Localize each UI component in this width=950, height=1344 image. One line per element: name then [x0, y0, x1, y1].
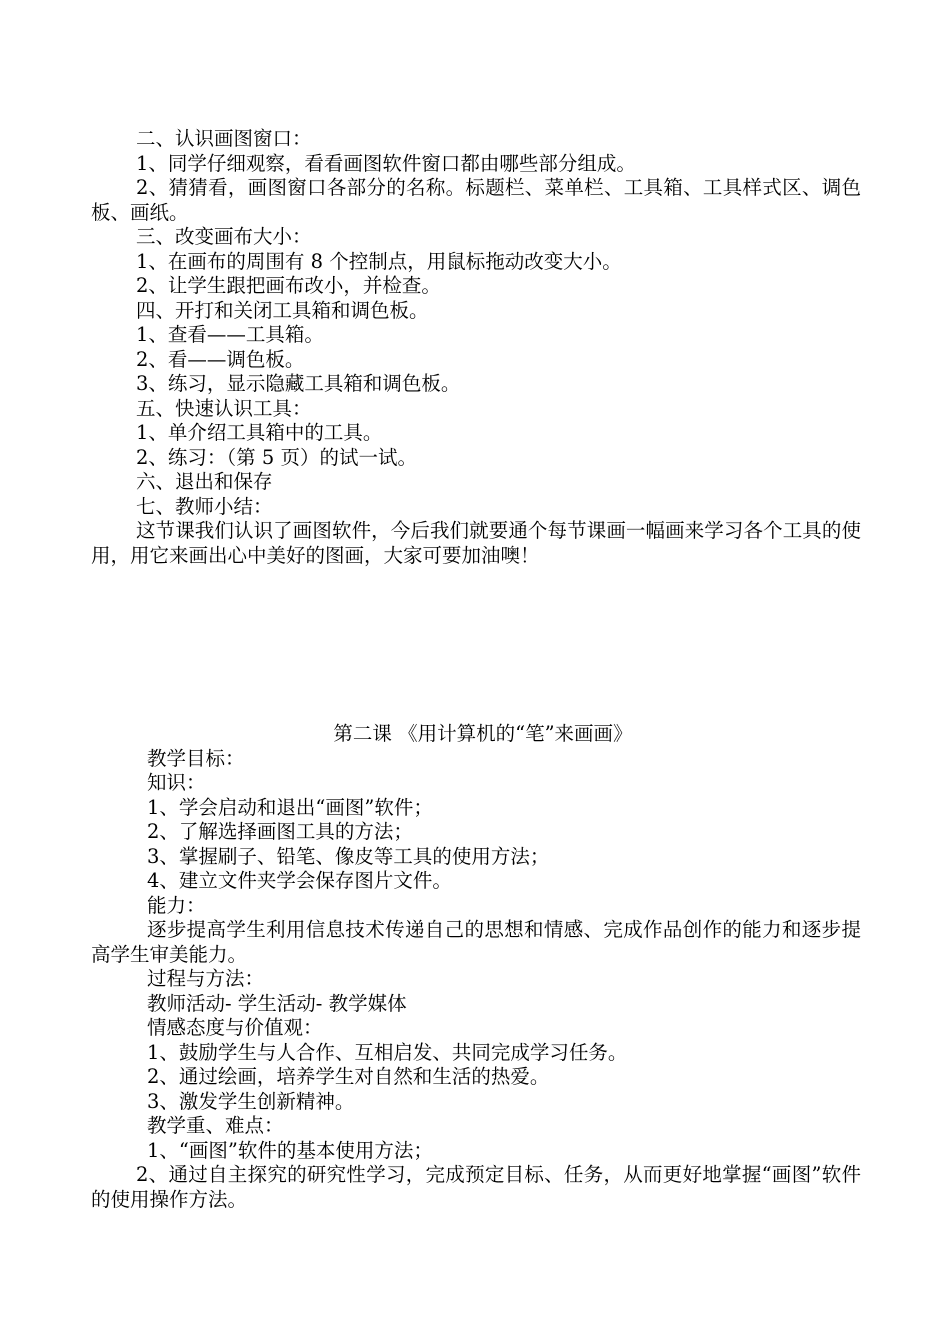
heading-toolbox-palette: 四、开打和关闭工具箱和调色板。 — [136, 298, 429, 322]
paragraph-difficulty: 2、通过自主探究的研究性学习，完成预定目标、任务，从而更好地掌握“画图”软件的使用操作方法。 — [91, 1163, 861, 1211]
text-line: 4、建立文件夹学会保存图片文件。 — [147, 869, 452, 892]
heading-ability: 能力： — [147, 893, 206, 917]
text-line: 3、练习，显示隐藏工具箱和调色板。 — [136, 372, 461, 395]
text-line: 2、看——调色板。 — [136, 347, 305, 371]
text-line: 2、练习：（第 5 页）的试一试。 — [136, 445, 417, 469]
text-line: 1、“画图”软件的基本使用方法； — [147, 1138, 433, 1162]
paragraph-summary: 这节课我们认识了画图软件，今后我们就要通个每节课画一幅画来学习各个工具的使用，用它来画出心中美好的图画，大家可要加油噢！ — [91, 519, 861, 567]
heading-knowledge: 知识： — [147, 771, 206, 794]
text-line: 1、单介绍工具箱中的工具。 — [136, 421, 383, 444]
heading-recognize-window: 二、认识画图窗口： — [136, 127, 312, 150]
paragraph-ability: 逐步提高学生利用信息技术传递自己的思想和情感、完成作品创作的能力和逐步提高学生审美能力。 — [91, 918, 861, 966]
text-line: 1、在画布的周围有 8 个控制点，用鼠标拖动改变大小。 — [136, 249, 622, 273]
text-line: 1、鼓励学生与人合作、互相启发、共同完成学习任务。 — [147, 1040, 628, 1064]
text-line: 1、学会启动和退出“画图”软件； — [147, 795, 433, 819]
heading-quick-tools: 五、快速认识工具： — [136, 396, 312, 420]
text-line: 教师活动- 学生活动- 教学媒体 — [147, 991, 407, 1015]
text-line: 1、查看——工具箱。 — [136, 323, 324, 346]
heading-canvas-size: 三、改变画布大小： — [136, 225, 312, 248]
heading-process-method: 过程与方法： — [147, 967, 265, 990]
text-line: 2、让学生跟把画布改小，并检查。 — [136, 274, 441, 297]
heading-teacher-summary: 七、教师小结： — [136, 494, 273, 518]
lesson-two-section — [91, 722, 861, 1212]
text-line: 3、激发学生创新精神。 — [147, 1089, 355, 1113]
paragraph-window-parts: 2、猜猜看，画图窗口各部分的名称。标题栏、菜单栏、工具箱、工具样式区、调色板、画纸。 — [91, 176, 861, 224]
heading-exit-save: 六、退出和保存 — [136, 470, 273, 493]
lesson-title: 第二课 《用计算机的“笔”来画画》 — [333, 722, 633, 745]
text-line: 2、通过绘画，培养学生对自然和生活的热爱。 — [147, 1065, 550, 1088]
heading-key-points: 教学重、难点： — [147, 1114, 284, 1137]
heading-objectives: 教学目标： — [147, 746, 245, 770]
lesson-one-section — [91, 127, 861, 568]
text-line: 3、掌握刷子、铅笔、像皮等工具的使用方法； — [147, 844, 550, 868]
heading-attitude-values: 情感态度与价值观： — [147, 1016, 323, 1039]
text-line: 1、同学仔细观察，看看画图软件窗口都由哪些部分组成。 — [136, 151, 636, 175]
text-line: 2、了解选择画图工具的方法； — [147, 820, 413, 843]
